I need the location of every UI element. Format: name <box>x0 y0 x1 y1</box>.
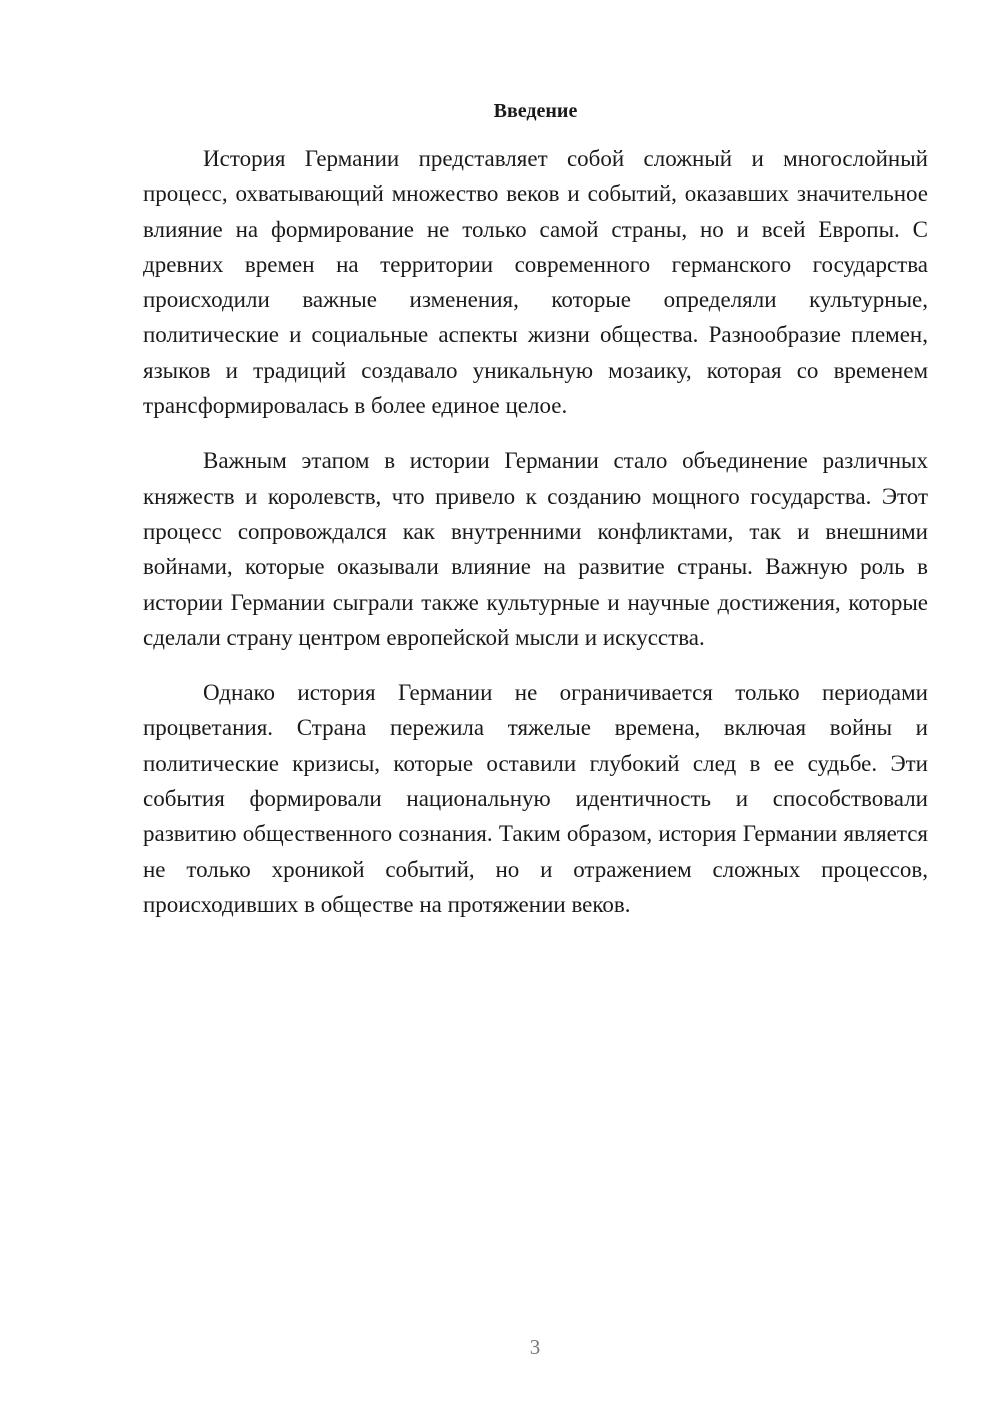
paragraph-2: Важным этапом в истории Германии стало объединение различных княжеств и королевств, что привело к созданию мощного государства. Этот процесс сопровождался как внутренними конфликтами, так и внешними войнами, которые оказывали влияние на развитие страны. Важную роль в истории Германии сыграли также культурные и научные достижения, которые сделали страну центром европейской мысли и искусства. <box>143 448 928 650</box>
section-heading: Введение <box>493 100 578 122</box>
paragraph-1: История Германии представляет собой сложный и многослойный процесс, охватывающий множество веков и событий, оказавших значительное влияние на формирование не только самой страны, но и всей Европы. С древних времен на территории современного германского государства происходили важные изменения, которые определяли культурные, политические и социальные аспекты жизни общества. Разнообразие племен, языков и традиций создавало уникальную мозаику, которая со временем трансформировалась в более единое целое. <box>143 146 928 419</box>
body-text <box>143 141 928 942</box>
paragraph-3: Однако история Германии не ограничивается только периодами процветания. Страна пережила тяжелые времена, включая войны и политические кризисы, которые оставили глубокий след в ее судьбе. Эти события формировали национальную идентичность и способствовали развитию общественного сознания. Таким образом, история Германии является не только хроникой событий, но и отражением сложных процессов, происходивших в обществе на протяжении веков. <box>143 680 928 917</box>
page-number: 3 <box>529 1335 541 1359</box>
